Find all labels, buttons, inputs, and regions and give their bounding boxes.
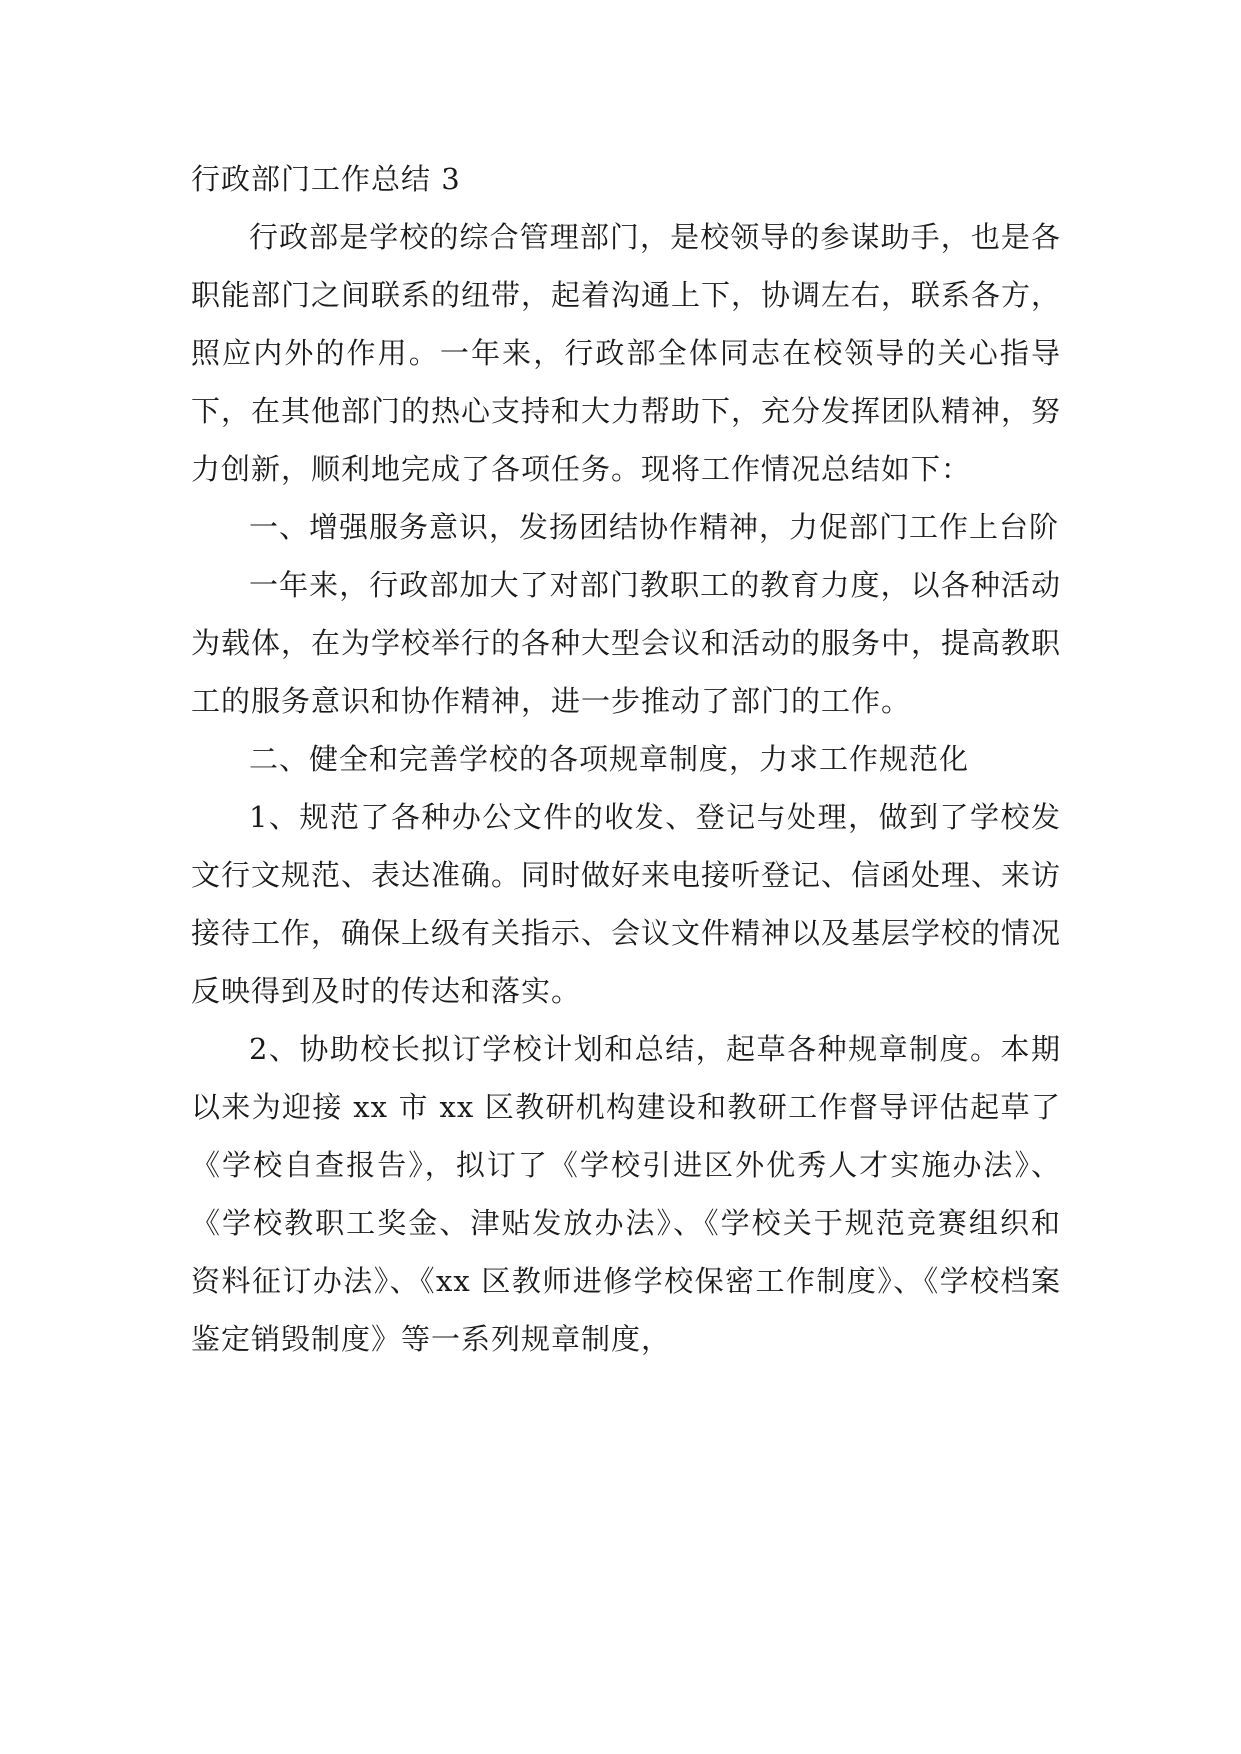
document-title: 行政部门工作总结 3 [191,162,461,196]
document-body [191,150,1061,1368]
paragraph-item-2: 2、协助校长拟订学校计划和总结，起草各种规章制度。本期以来为迎接 xx 市 xx 区教研机构建设和教研工作督导评估起草了《学校自查报告》，拟订了《学校引进区外优秀人才实施办法》、《学校教职工奖金、津贴发放办法》、《学校关于规范竞赛组织和资料征订办法》、《xx 区教师进修学校保密工作制度》、《学校档案鉴定销毁制度》等一系列规章制度， [191,1032,1061,1356]
section-heading-2: 二、健全和完善学校的各项规章制度，力求工作规范化 [249,742,970,776]
paragraph-section-1: 一年来，行政部加大了对部门教职工的教育力度，以各种活动为载体，在为学校举行的各种大型会议和活动的服务中，提高教职工的服务意识和协作精神，进一步推动了部门的工作。 [191,568,1062,718]
section-heading-1: 一、增强服务意识，发扬团结协作精神，力促部门工作上台阶 [249,510,1060,544]
paragraph-intro: 行政部是学校的综合管理部门，是校领导的参谋助手，也是各职能部门之间联系的纽带，起着沟通上下，协调左右，联系各方，照应内外的作用。一年来，行政部全体同志在校领导的关心指导下，在其他部门的热心支持和大力帮助下，充分发挥团队精神，努力创新，顺利地完成了各项任务。现将工作情况总结如下： [191,220,1062,486]
paragraph-item-1: 1、规范了各种办公文件的收发、登记与处理，做到了学校发文行文规范、表达准确。同时做好来电接听登记、信函处理、来访接待工作，确保上级有关指示、会议文件精神以及基层学校的情况反映得到及时的传达和落实。 [191,800,1062,1008]
